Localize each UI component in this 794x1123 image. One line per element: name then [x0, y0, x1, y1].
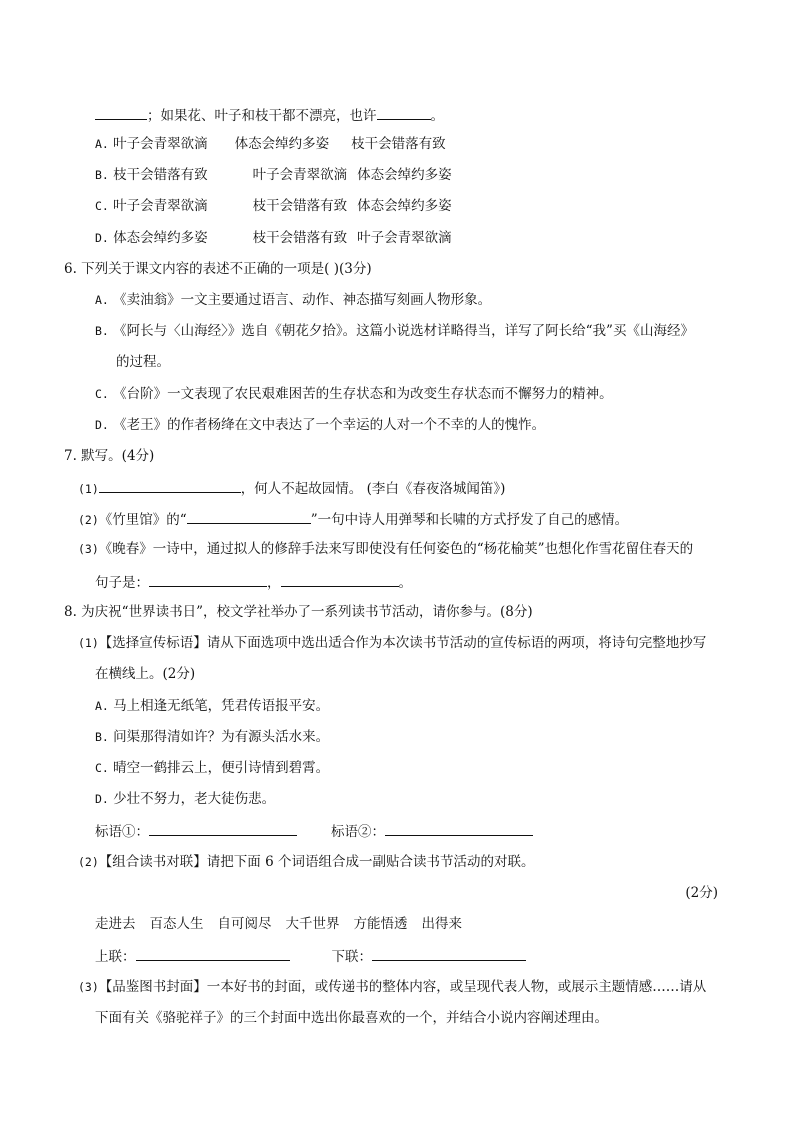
q7-stem: 7. 默写。(4分)	[64, 448, 155, 464]
q7-blank-3[interactable]	[149, 572, 267, 587]
word-item: 走进去	[95, 916, 136, 932]
slogan-1-blank[interactable]	[149, 821, 297, 836]
q5-blank-1[interactable]	[95, 105, 147, 120]
q8-slogans: 标语①： 标语②：	[95, 821, 533, 841]
q7-blank-2[interactable]	[187, 509, 311, 524]
q7-blank-1[interactable]	[99, 478, 241, 493]
q7-blank-4[interactable]	[281, 572, 399, 587]
q8-option-b: B. 问渠那得清如许？为有源头活水来。	[95, 729, 330, 745]
q8-part-2: (2)【组合读书对联】请把下面 6 个词语组合成一副贴合读书节活动的对联。	[78, 854, 535, 870]
q5-option-d: D. 体态会绰约多姿 枝干会错落有致 叶子会青翠欲滴	[95, 230, 452, 246]
q8-word-list	[95, 915, 462, 933]
q8-part-1-cont: 在横线上。(2分)	[95, 666, 196, 682]
q5-option-a: A. 叶子会青翠欲滴 体态会绰约多姿 枝干会错落有致	[95, 136, 446, 152]
q8-option-d: D. 少壮不努力，老大徒伤悲。	[95, 791, 276, 807]
word-item: 自可阅尽	[217, 916, 272, 932]
q7-part-2: (2)《竹里馆》的“ ”一句中诗人用弹琴和长啸的方式抒发了自己的感情。	[78, 509, 628, 529]
q6-option-a: A. 《卖油翁》一文主要通过语言、动作、神态描写刻画人物形象。	[95, 292, 492, 308]
q5-option-c: C. 叶子会青翠欲滴 枝干会错落有致 体态会绰约多姿	[95, 198, 452, 214]
word-item: 出得来	[421, 916, 462, 932]
q6-option-d: D. 《老王》的作者杨绛在文中表达了一个幸运的人对一个不幸的人的愧怍。	[95, 417, 546, 433]
q8-part-3-cont: 下面有关《骆驼祥子》的三个封面中选出你最喜欢的一个，并结合小说内容阐述理由。	[95, 1010, 608, 1026]
q6-option-b: B. 《阿长与〈山海经〉》选自《朝花夕拾》。这篇小说选材详略得当，详写了阿长给“我”买《山海经》	[95, 323, 694, 339]
word-item: 方能悟透	[353, 916, 408, 932]
q8-option-a: A. 马上相逢无纸笔，凭君传语报平安。	[95, 698, 330, 714]
q6-stem: 6. 下列关于课文内容的表述不正确的一项是( )(3分)	[64, 261, 372, 277]
upper-line-blank[interactable]	[136, 946, 290, 961]
q8-part-1: (1)【选择宣传标语】请从下面选项中选出适合作为本次读书节活动的宣传标语的两项，将诗句完整地抄写	[78, 635, 707, 651]
q8-part-2-score: (2分)	[685, 885, 718, 901]
q6-option-b-cont: 的过程。	[116, 354, 170, 370]
q7-part-3-cont: 句子是： ， 。	[95, 572, 412, 592]
slogan-2-blank[interactable]	[385, 821, 533, 836]
q8-stem: 8. 为庆祝“世界读书日”，校文学社举办了一系列读书节活动，请你参与。(8分)	[64, 604, 533, 620]
q5-stem: ；如果花、叶子和枝干都不漂亮，也许 。	[95, 105, 444, 125]
q5-option-b: B. 枝干会错落有致 叶子会青翠欲滴 体态会绰约多姿	[95, 167, 452, 183]
q6-option-c: C. 《台阶》一文表现了农民艰难困苦的生存状态和为改变生存状态而不懈努力的精神。	[95, 386, 613, 402]
q8-option-c: C. 晴空一鹤排云上，便引诗情到碧霄。	[95, 760, 330, 776]
lower-line-blank[interactable]	[372, 946, 526, 961]
q8-couplet: 上联： 下联：	[95, 946, 526, 966]
q7-part-1: (1) ，何人不起故园情。 (李白《春夜洛城闻笛》)	[78, 478, 505, 498]
word-item: 大千世界	[285, 916, 340, 932]
q5-blank-2[interactable]	[377, 105, 431, 120]
q7-part-3: (3)《晚春》一诗中，通过拟人的修辞手法来写即使没有任何姿色的“杨花榆荚”也想化作雪花留住春天的	[78, 541, 694, 557]
word-item: 百态人生	[149, 916, 204, 932]
q8-part-3: (3)【品鉴图书封面】一本好书的封面，或传递书的整体内容，或呈现代表人物，或展示主题情感……请从	[78, 979, 707, 995]
